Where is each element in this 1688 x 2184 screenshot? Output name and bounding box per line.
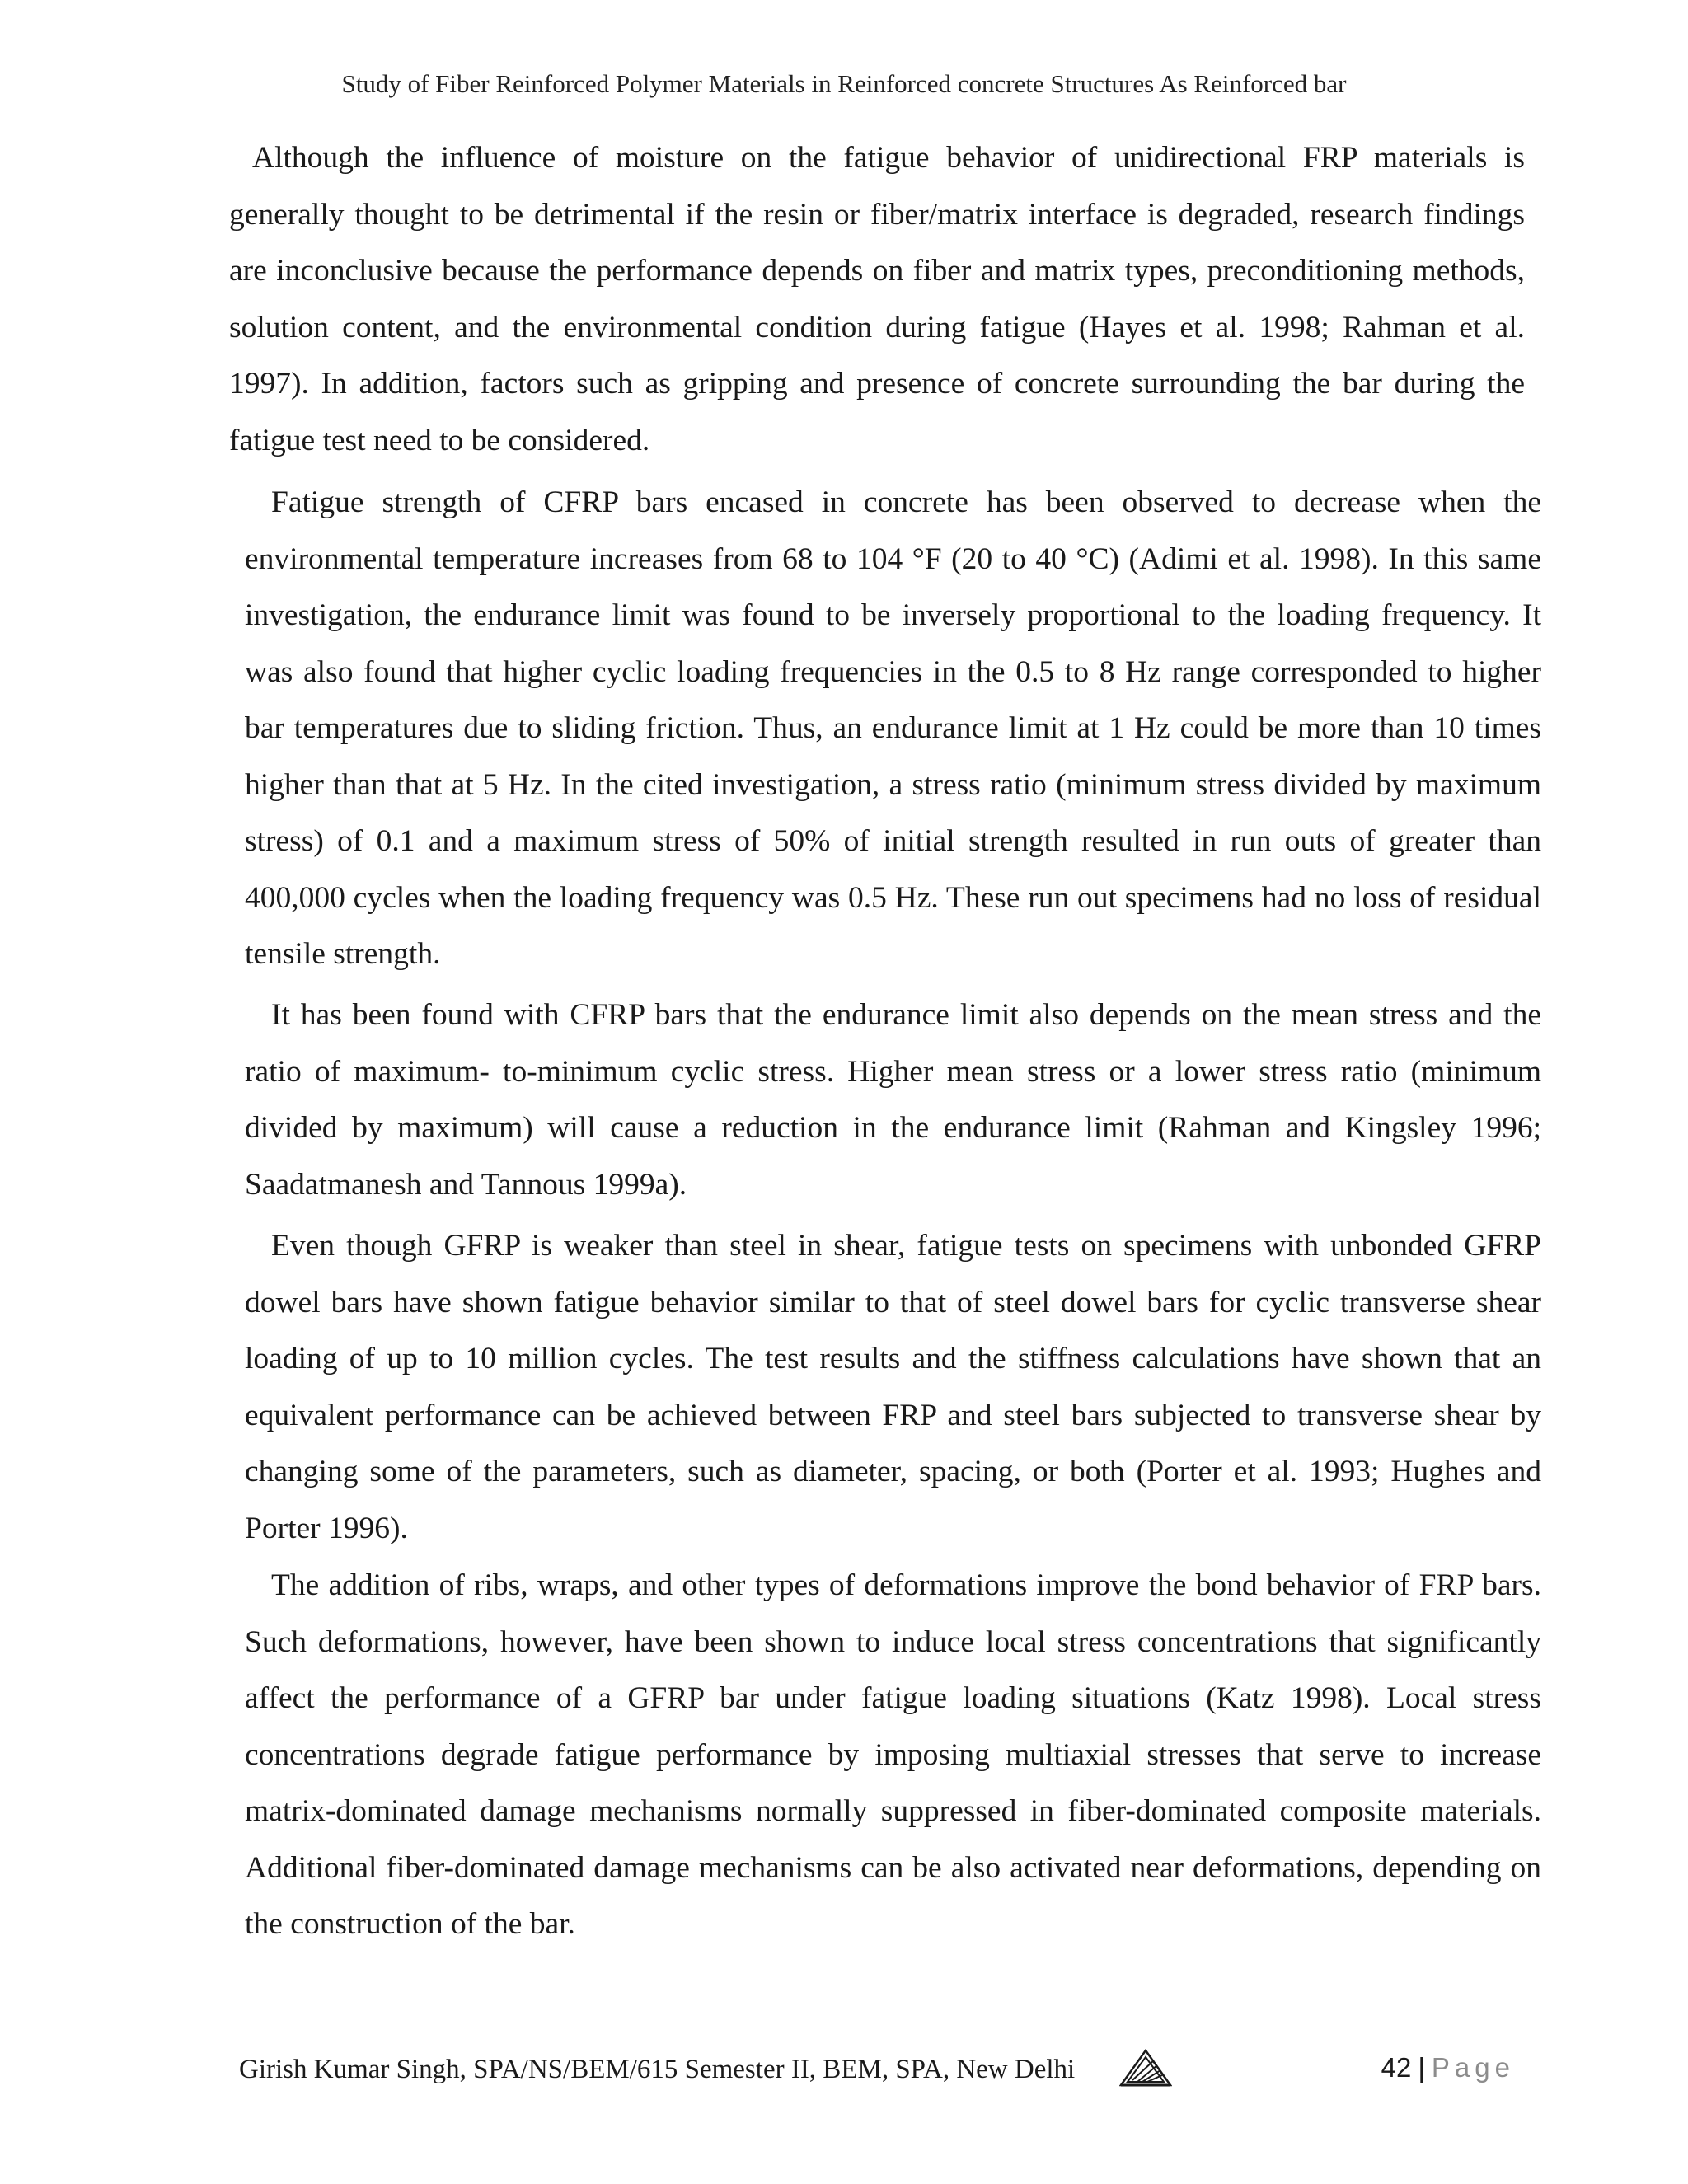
page-separator: |: [1418, 2052, 1425, 2083]
paragraph-cfrp-temperature: Fatigue strength of CFRP bars encased in concrete has been observed to decrease when the environmental temperature increases from 68 to 104 °F (20 to 40 °C) (Adimi et al. 1998). In this same investigation, the endurance limit was found to be inversely proportional to the loading frequency. It was also found that higher cyclic loading frequencies in the 0.5 to 8 Hz range corresponded to higher bar temperatures due to sliding friction. Thus, an endurance limit at 1 Hz could be more than 10 times higher than that at 5 Hz. In the cited investigation, a stress ratio (minimum stress divided by maximum stress) of 0.1 and a maximum stress of 50% of initial strength resulted in run outs of greater than 400,000 cycles when the loading frequency was 0.5 Hz. These run out specimens had no loss of residual tensile strength.: [245, 485, 1541, 971]
paragraph-moisture-fatigue: Although the influence of moisture on the fatigue behavior of unidirectional FRP materials is generally thought to be detrimental if the resin or fiber/matrix interface is degraded, research findings are inconclusive because the performance depends on fiber and matrix types, preconditioning methods, solution content, and the environmental condition during fatigue (Hayes et al. 1998; Rahman et al. 1997). In addition, factors such as gripping and presence of concrete surrounding the bar during the fatigue test need to be considered.: [229, 141, 1525, 457]
page-label: Page: [1431, 2052, 1515, 2083]
page-number-footer: [1381, 2049, 1515, 2087]
paragraph-gfrp-shear: Even though GFRP is weaker than steel in shear, fatigue tests on specimens with unbonded GFRP dowel bars have shown fatigue behavior similar to that of steel dowel bars for cyclic transverse shear loading of up to 10 million cycles. The test results and the stiffness calculations have shown that an equivalent performance can be achieved between FRP and steel bars subjected to transverse shear by changing some of the parameters, such as diameter, spacing, or both (Porter et al. 1993; Hughes and Porter 1996).: [245, 1229, 1541, 1545]
paragraph-deformations: The addition of ribs, wraps, and other types of deformations improve the bond behavior of FRP bars. Such deformations, however, have been shown to induce local stress concentrations that significantly affect the performance of a GFRP bar under fatigue loading situations (Katz 1998). Local stress concentrations degrade fatigue performance by imposing multiaxial stresses that serve to increase matrix-dominated damage mechanisms normally suppressed in fiber-dominated composite materials. Additional fiber-dominated damage mechanisms can be also activated near deformations, depending on the construction of the bar.: [245, 1568, 1541, 1941]
spa-triangle-logo-icon: [1119, 2049, 1172, 2088]
paragraph-endurance-limit: It has been found with CFRP bars that the endurance limit also depends on the mean stress and the ratio of maximum- to-minimum cyclic stress. Higher mean stress or a lower stress ratio (minimum divided by maximum) will cause a reduction in the endurance limit (Rahman and Kingsley 1996; Saadatmanesh and Tannous 1999a).: [245, 998, 1541, 1202]
running-header: Study of Fiber Reinforced Polymer Materials in Reinforced concrete Structures As Reinforced bar: [341, 69, 1347, 98]
page-number: 42: [1381, 2052, 1412, 2083]
footer-author-line: Girish Kumar Singh, SPA/NS/BEM/615 Semester II, BEM, SPA, New Delhi: [239, 2055, 1076, 2084]
